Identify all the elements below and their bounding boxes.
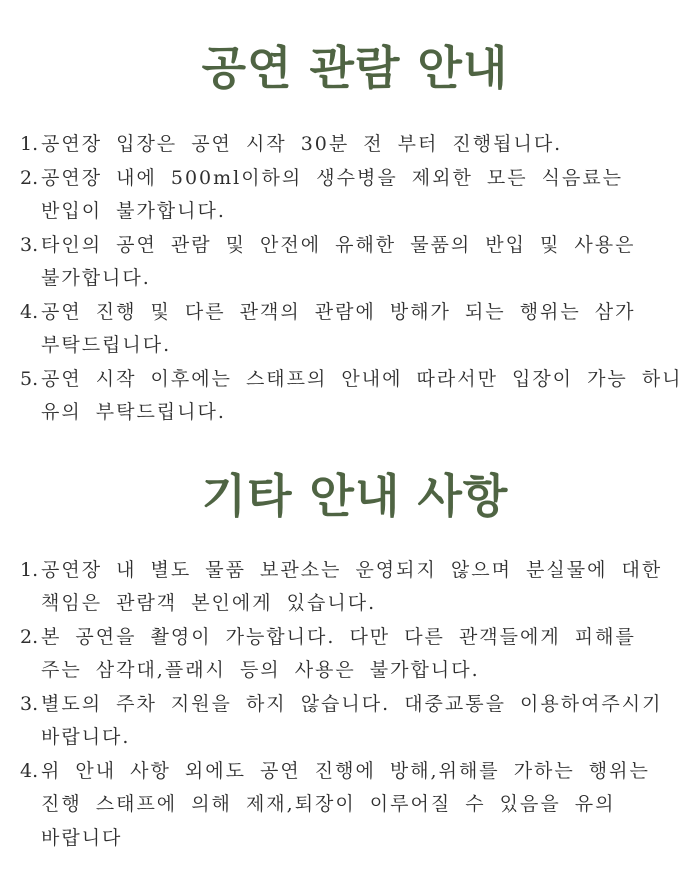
other-guide-item-2 [20, 621, 690, 688]
item-number: 3. [20, 692, 39, 715]
item-text: 타인의 공연 관람 및 안전에 유해한 물품의 반입 및 사용은 불가합니다. [41, 233, 636, 289]
item-number: 3. [20, 233, 39, 256]
other-guide-item-3 [20, 688, 690, 755]
item-text: 공연장 입장은 공연 시작 30분 전 부터 진행됩니다. [41, 133, 563, 155]
item-number: 2. [20, 625, 39, 648]
performance-guide-item-5 [20, 363, 690, 430]
item-text: 공연 시작 이후에는 스태프의 안내에 따라서만 입장이 가능 하니 유의 부탁드립니다. [41, 367, 683, 423]
performance-guide-item-4 [20, 296, 690, 363]
performance-guide-title: 공연 관람 안내 [201, 41, 509, 95]
item-number: 4. [20, 759, 39, 782]
performance-guide-item-1 [20, 128, 690, 162]
item-text: 본 공연을 촬영이 가능합니다. 다만 다른 관객들에게 피해를 주는 삼각대,플래시 등의 사용은 불가합니다. [41, 625, 636, 681]
other-guide-item-1 [20, 554, 690, 621]
item-number: 1. [20, 133, 39, 155]
performance-guide-item-2 [20, 162, 690, 229]
item-text: 공연 진행 및 다른 관객의 관람에 방해가 되는 행위는 삼가 부탁드립니다. [41, 300, 636, 356]
item-text: 공연장 내 별도 물품 보관소는 운영되지 않으며 분실물에 대한 책임은 관람객 본인에게 있습니다. [41, 558, 663, 614]
item-number: 1. [20, 558, 39, 581]
item-number: 4. [20, 300, 39, 323]
performance-guide-item-3 [20, 229, 690, 296]
item-text: 공연장 내에 500ml이하의 생수병을 제외한 모든 식음료는 반입이 불가합니다. [41, 166, 624, 222]
other-guide-item-4 [20, 755, 690, 856]
performance-guide-list [20, 128, 690, 430]
item-text: 별도의 주차 지원을 하지 않습니다. 대중교통을 이용하여주시기 바랍니다. [41, 692, 663, 748]
item-number: 5. [20, 367, 39, 390]
item-number: 2. [20, 166, 39, 189]
other-guide-title: 기타 안내 사항 [201, 468, 509, 523]
item-text: 위 안내 사항 외에도 공연 진행에 방해,위해를 가하는 행위는 진행 스태프에 의해 제재,퇴장이 이루어질 수 있음을 유의 바랍니다 [41, 759, 650, 849]
other-guide-list [20, 554, 690, 856]
